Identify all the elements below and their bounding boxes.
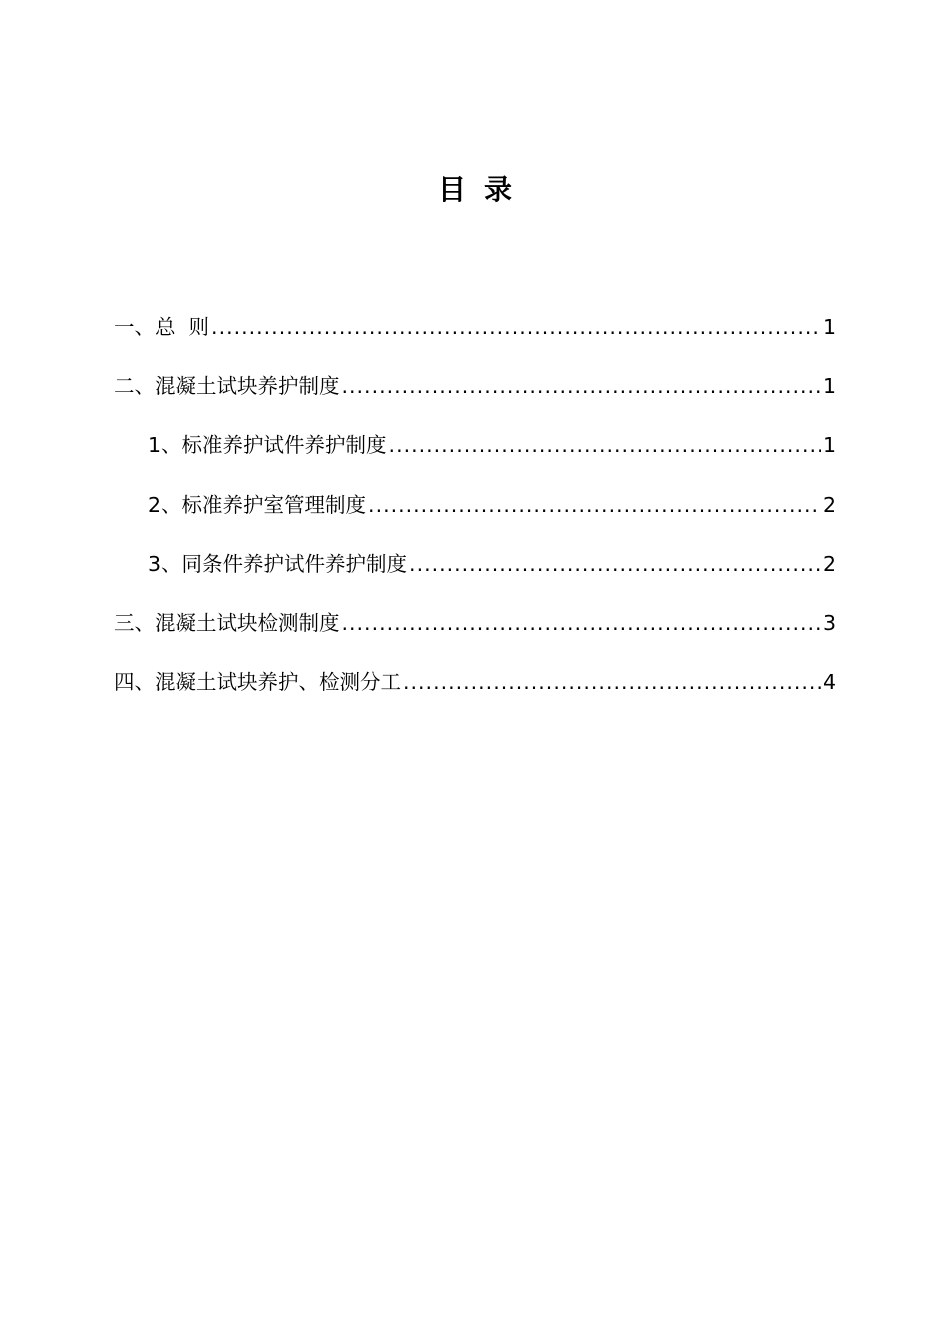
toc-entry-testing-system[interactable] [114, 604, 836, 663]
toc-title-char-2: 录 [484, 173, 513, 206]
toc-title [0, 170, 950, 210]
toc-entry-standard-curing[interactable] [114, 426, 836, 485]
toc-entry-curing-room[interactable] [114, 486, 836, 545]
toc-page-number: 4 [822, 670, 836, 695]
toc-page-number: 1 [822, 433, 836, 458]
toc-page-number: 1 [822, 315, 836, 339]
toc-list [114, 308, 836, 722]
toc-page-number: 3 [822, 610, 836, 635]
toc-entry-text: 1、标准养护试件养护制度 [148, 433, 387, 458]
toc-dot-leader [342, 604, 821, 642]
toc-entry-curing-system[interactable] [114, 367, 836, 426]
toc-entry-text: 二、混凝土试块养护制度 [114, 374, 340, 399]
toc-entry-general[interactable] [114, 308, 836, 367]
toc-entry-division-of-work[interactable] [114, 663, 836, 722]
toc-dot-leader [409, 545, 821, 583]
toc-entry-text: 三、混凝土试块检测制度 [114, 610, 340, 635]
toc-dot-leader [403, 663, 821, 701]
toc-dot-leader [368, 486, 821, 524]
toc-dot-leader [211, 308, 821, 346]
toc-entry-text: 一、总 则 [114, 315, 210, 339]
toc-dot-leader [342, 367, 821, 405]
toc-title-char-1: 目 [437, 173, 466, 206]
toc-entry-same-condition-curing[interactable] [114, 545, 836, 604]
toc-page-number: 2 [822, 551, 836, 576]
toc-entry-text: 2、标准养护室管理制度 [148, 492, 367, 517]
toc-dot-leader [389, 426, 821, 464]
toc-entry-text: 四、混凝土试块养护、检测分工 [114, 670, 401, 695]
toc-entry-text: 3、同条件养护试件养护制度 [148, 551, 408, 576]
toc-page-number: 2 [822, 492, 836, 517]
toc-page-number: 1 [822, 374, 836, 399]
